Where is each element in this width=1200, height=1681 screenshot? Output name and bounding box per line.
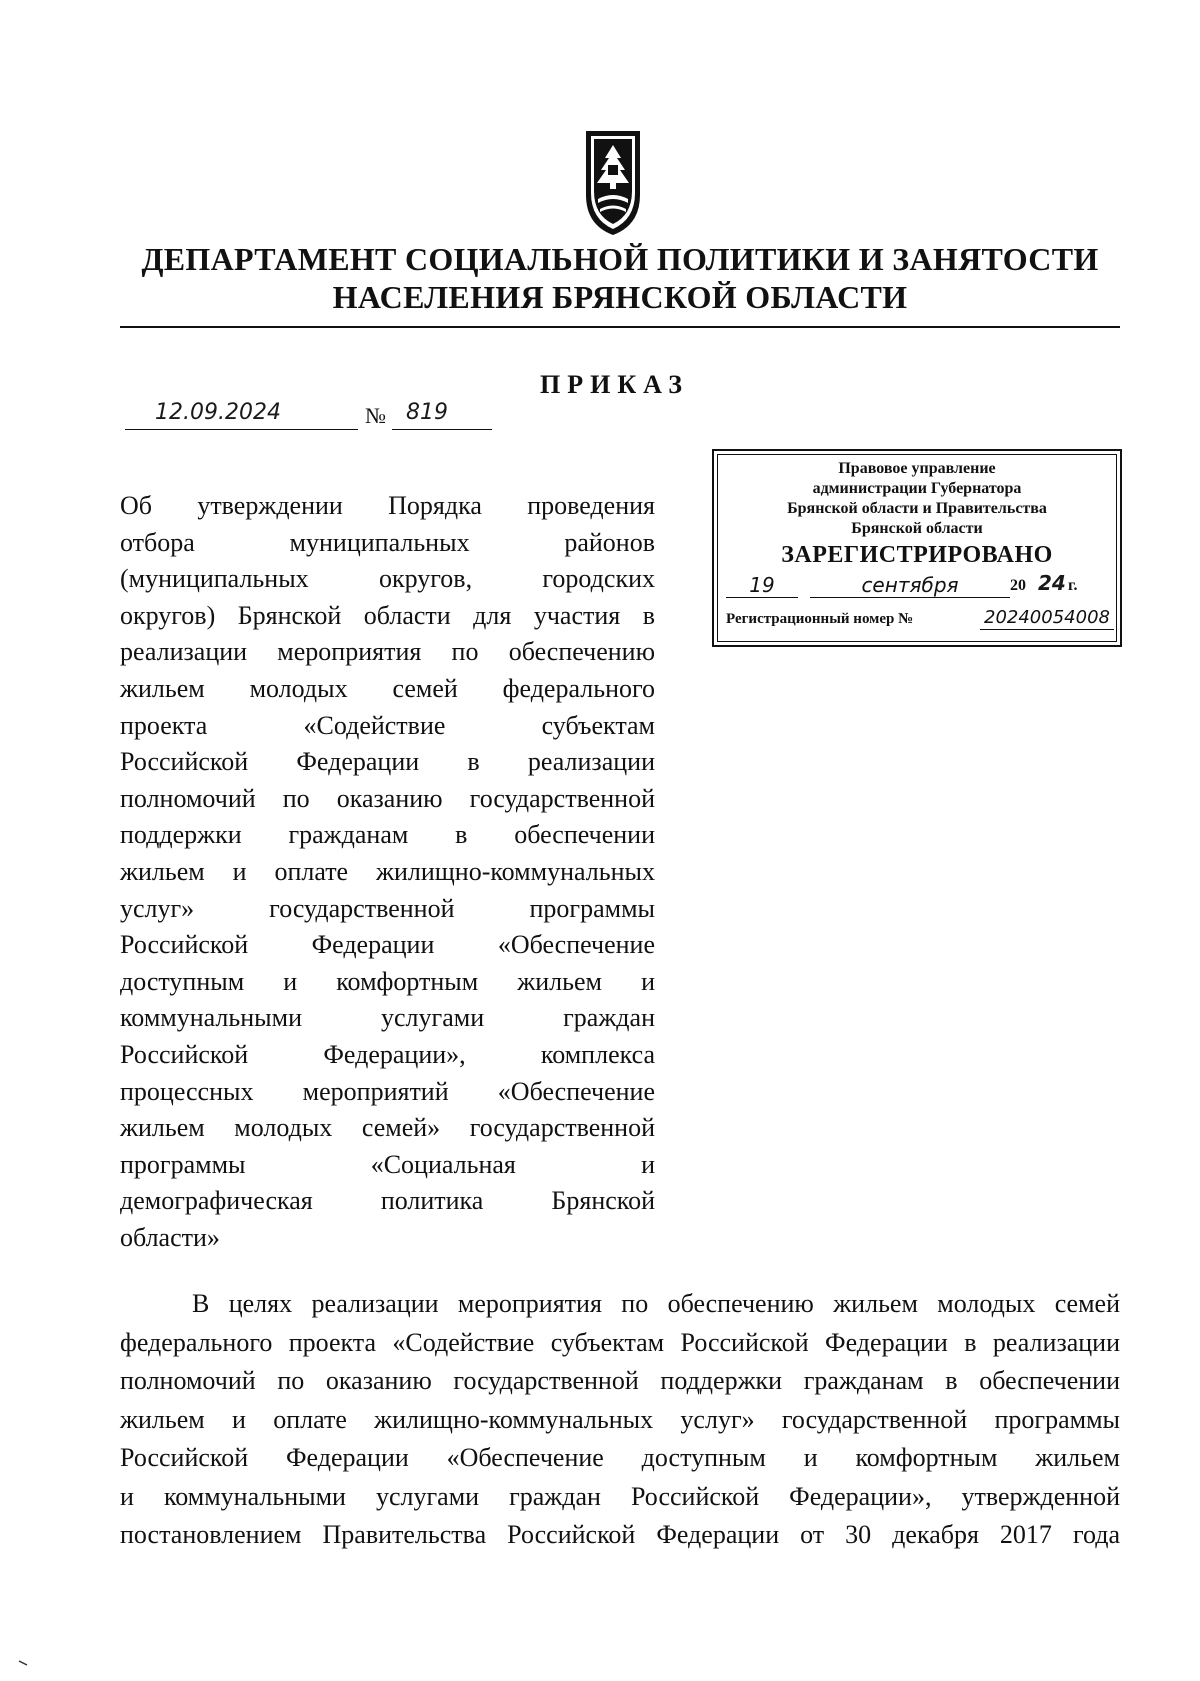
- body-line: Российской Федерации «Обеспечение доступным и комфортным жильем: [120, 1443, 1120, 1472]
- title-line: Об утверждении Порядка проведения: [120, 491, 655, 520]
- title-line: Российской Федерации в реализации: [120, 747, 655, 777]
- title-line: округов) Брянской области для участия в: [120, 600, 655, 630]
- registration-stamp: [712, 449, 1122, 647]
- title-line: (муниципальных округов, городских: [120, 564, 655, 594]
- title-line: жильем и оплате жилищно-коммунальных: [120, 856, 655, 886]
- document-type: ПРИКАЗ: [540, 370, 690, 399]
- body-line: федерального проекта «Содействие субъектам Российской Федерации в реализации: [120, 1327, 1120, 1357]
- title-line: демографическая политика Брянской: [120, 1186, 655, 1216]
- stamp-line4: Брянской области: [851, 520, 983, 537]
- header-divider: [120, 326, 1120, 328]
- stamp-day-value: 19: [749, 573, 775, 597]
- body-line: В целях реализации мероприятия по обеспечению жильем молодых семей: [192, 1289, 1120, 1318]
- order-number-sign: №: [365, 403, 386, 428]
- stamp-line2: администрации Губернатора: [812, 480, 1022, 497]
- order-body: [120, 1285, 1120, 1555]
- order-date-value: 12.09.2024: [155, 400, 281, 425]
- stamp-month: [810, 573, 1010, 598]
- stamp-year-prefix: 20: [1010, 577, 1026, 594]
- title-line: процессных мероприятий «Обеспечение: [120, 1076, 655, 1106]
- stamp-reg-number-field: [980, 607, 1114, 630]
- title-line: коммунальными услугами граждан: [120, 1003, 655, 1033]
- stamp-line1: Правовое управление: [838, 460, 996, 477]
- title-line: жильем молодых семей федерального: [120, 673, 655, 703]
- organization-name-line2: НАСЕЛЕНИЯ БРЯНСКОЙ ОБЛАСТИ: [332, 279, 908, 315]
- body-line: полномочий по оказанию государственной поддержки гражданам в обеспечении: [120, 1366, 1120, 1395]
- scan-artifact: [18, 1660, 28, 1666]
- stamp-line3: Брянской области и Правительства: [787, 500, 1047, 517]
- stamp-reg-number-value: 20240054008: [984, 607, 1110, 628]
- title-line: услуг» государственной программы: [120, 893, 655, 923]
- coat-of-arms-icon: [582, 125, 644, 237]
- title-line: программы «Социальная и: [120, 1149, 655, 1179]
- stamp-reg-label: Регистрационный номер №: [726, 611, 914, 627]
- stamp-year-g: г.: [1068, 577, 1078, 594]
- title-line: доступным и комфортным жильем и: [120, 966, 655, 996]
- stamp-date: [718, 571, 1116, 601]
- body-line: и коммунальными услугами граждан Российской Федерации», утвержденной: [120, 1481, 1120, 1511]
- title-line: жильем молодых семей» государственной: [120, 1113, 655, 1143]
- organization-name-line1: ДЕПАРТАМЕНТ СОЦИАЛЬНОЙ ПОЛИТИКИ И ЗАНЯТОСТИ: [141, 241, 1099, 277]
- registration-stamp-frame: [717, 454, 1117, 642]
- stamp-day: [726, 573, 798, 598]
- title-line: отбора муниципальных районов: [120, 527, 655, 557]
- order-number: [392, 398, 492, 430]
- title-line: реализации мероприятия по обеспечению: [120, 637, 655, 667]
- order-number-value: 819: [406, 400, 448, 425]
- title-line: поддержки гражданам в обеспечении: [120, 820, 655, 850]
- stamp-month-value: сентября: [861, 573, 959, 597]
- title-line: области»: [120, 1222, 220, 1252]
- stamp-registration-number: [718, 607, 1116, 633]
- order-date: [125, 398, 358, 430]
- title-line: Российской Федерации», комплекса: [120, 1039, 655, 1069]
- order-title: [120, 488, 655, 1256]
- stamp-status: ЗАРЕГИСТРИРОВАНО: [781, 542, 1053, 568]
- title-line: проекта «Содействие субъектам: [120, 710, 655, 740]
- stamp-year-suffix: 24: [1038, 571, 1066, 595]
- organization-name: [120, 240, 1120, 316]
- body-line: жильем и оплате жилищно-коммунальных услуг» государственной программы: [120, 1404, 1120, 1434]
- body-line: постановлением Правительства Российской Федерации от 30 декабря 2017 года: [120, 1520, 1120, 1549]
- title-line: полномочий по оказанию государственной: [120, 783, 655, 813]
- title-line: Российской Федерации «Обеспечение: [120, 930, 655, 960]
